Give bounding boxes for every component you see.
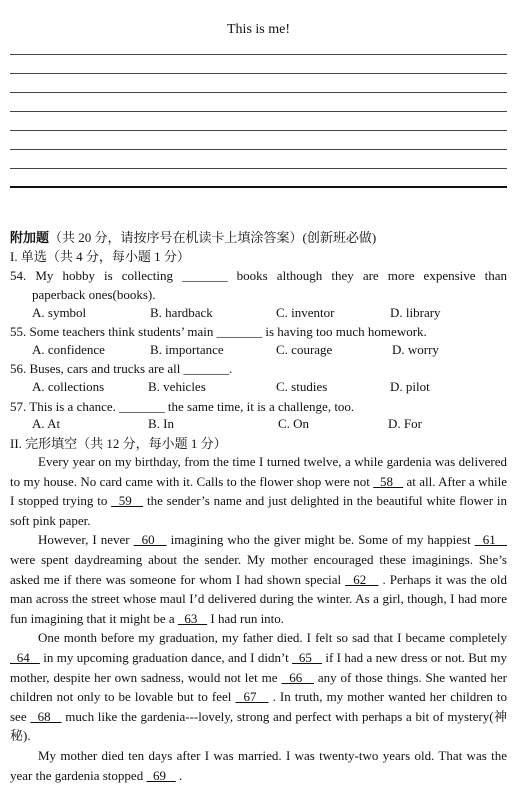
writing-line: [10, 130, 507, 131]
blank-68: 68: [30, 708, 62, 724]
question-57: 57. This is a chance. _______ the same time, it is a challenge, too.: [10, 399, 355, 414]
section2-heading: II. 完形填空（共 12 分，每小题 1 分）: [10, 436, 227, 451]
cloze-paragraph: My mother died ten days after I was married. I was twenty-two years old. That was the year the gardenia stopped 69 .: [10, 747, 507, 783]
option: D. worry: [392, 342, 439, 357]
blank-60: 60: [133, 532, 167, 548]
cloze-paragraph: However, I never 60 imagining who the giver might be. Some of my happiest 61 were spent daydreaming about the sender. My mother encouraged these imaginings. She’s asked me if there was someone for whom I had shown special 62 . Perhaps it was the old man across the street whose maul I’d delivered during the winter. As a girl, though, I had more fun imagining that it might be a 63 I had run into.: [10, 532, 508, 626]
option: B. vehicles: [148, 379, 206, 394]
cloze-passage: [10, 452, 507, 785]
blank-62: 62: [345, 571, 379, 587]
writing-title: This is me!: [227, 22, 290, 37]
writing-line: [10, 54, 507, 55]
blank-65: 65: [292, 649, 322, 665]
blank-69: 69: [146, 767, 176, 783]
option: D. For: [388, 416, 422, 431]
option: C. On: [278, 416, 310, 431]
section1-heading: I. 单选（共 4 分，每小题 1 分）: [10, 249, 190, 264]
option: B. hardback: [150, 305, 213, 320]
blank-63: 63: [177, 610, 208, 626]
option: A. confidence: [32, 342, 105, 357]
option: C. studies: [276, 379, 328, 394]
option: A. symbol: [32, 305, 87, 320]
option: B. importance: [150, 342, 224, 357]
blank-59: 59: [111, 493, 144, 509]
question-56: 56. Buses, cars and trucks are all _______.: [10, 361, 233, 376]
blank-61: 61: [474, 532, 508, 548]
option: C. inventor: [276, 305, 335, 320]
option: B. In: [148, 416, 174, 431]
cloze-paragraph: Every year on my birthday, from the time I turned twelve, a while gardenia was delivered to my house. No card came with it. Calls to the flower shop were not 58 at all. After a while I stopped trying to 59 the sender’s name and just delighted in the beautiful white flower in soft pink paper.: [10, 454, 508, 528]
bonus-header: [10, 229, 376, 246]
writing-line: [10, 73, 507, 74]
writing-line: [10, 149, 507, 150]
cloze-paragraph: One month before my graduation, my father died. I felt so sad that I became completely 64 in my upcoming graduation dance, and I didn’t 65 if I had a new dress or not. But my mother, despite her own sadness, would not let me 66 any of those things. She wanted her children not only to be lovable but to feel 67 . In truth, my mother wanted her children to see 68 much like the gardenia---lovely, strong and perfect with perhaps a bit of mystery(神秘).: [10, 630, 508, 744]
option: A. At: [32, 416, 61, 431]
writing-line: [10, 111, 507, 112]
question-54-line2: paperback ones(books).: [32, 287, 156, 302]
bonus-note: （共 20 分，请按序号在机读卡上填涂答案）(创新班必做): [49, 230, 377, 245]
option: D. library: [390, 305, 441, 320]
blank-64: 64: [10, 649, 40, 665]
blank-66: 66: [281, 669, 314, 685]
option: A. collections: [32, 379, 105, 394]
writing-line: [10, 92, 507, 93]
blank-67: 67: [235, 689, 269, 705]
question-54-line1: 54. My hobby is collecting _______ books although they are more expensive than: [10, 268, 507, 283]
question-55: 55. Some teachers think students’ main _______ is having too much homework.: [10, 324, 427, 339]
blank-58: 58: [373, 473, 404, 489]
option: C. courage: [276, 342, 333, 357]
option: D. pilot: [390, 379, 430, 394]
writing-line: [10, 168, 507, 169]
writing-line-bottom: [10, 186, 507, 188]
bonus-label: 附加题: [10, 230, 50, 245]
